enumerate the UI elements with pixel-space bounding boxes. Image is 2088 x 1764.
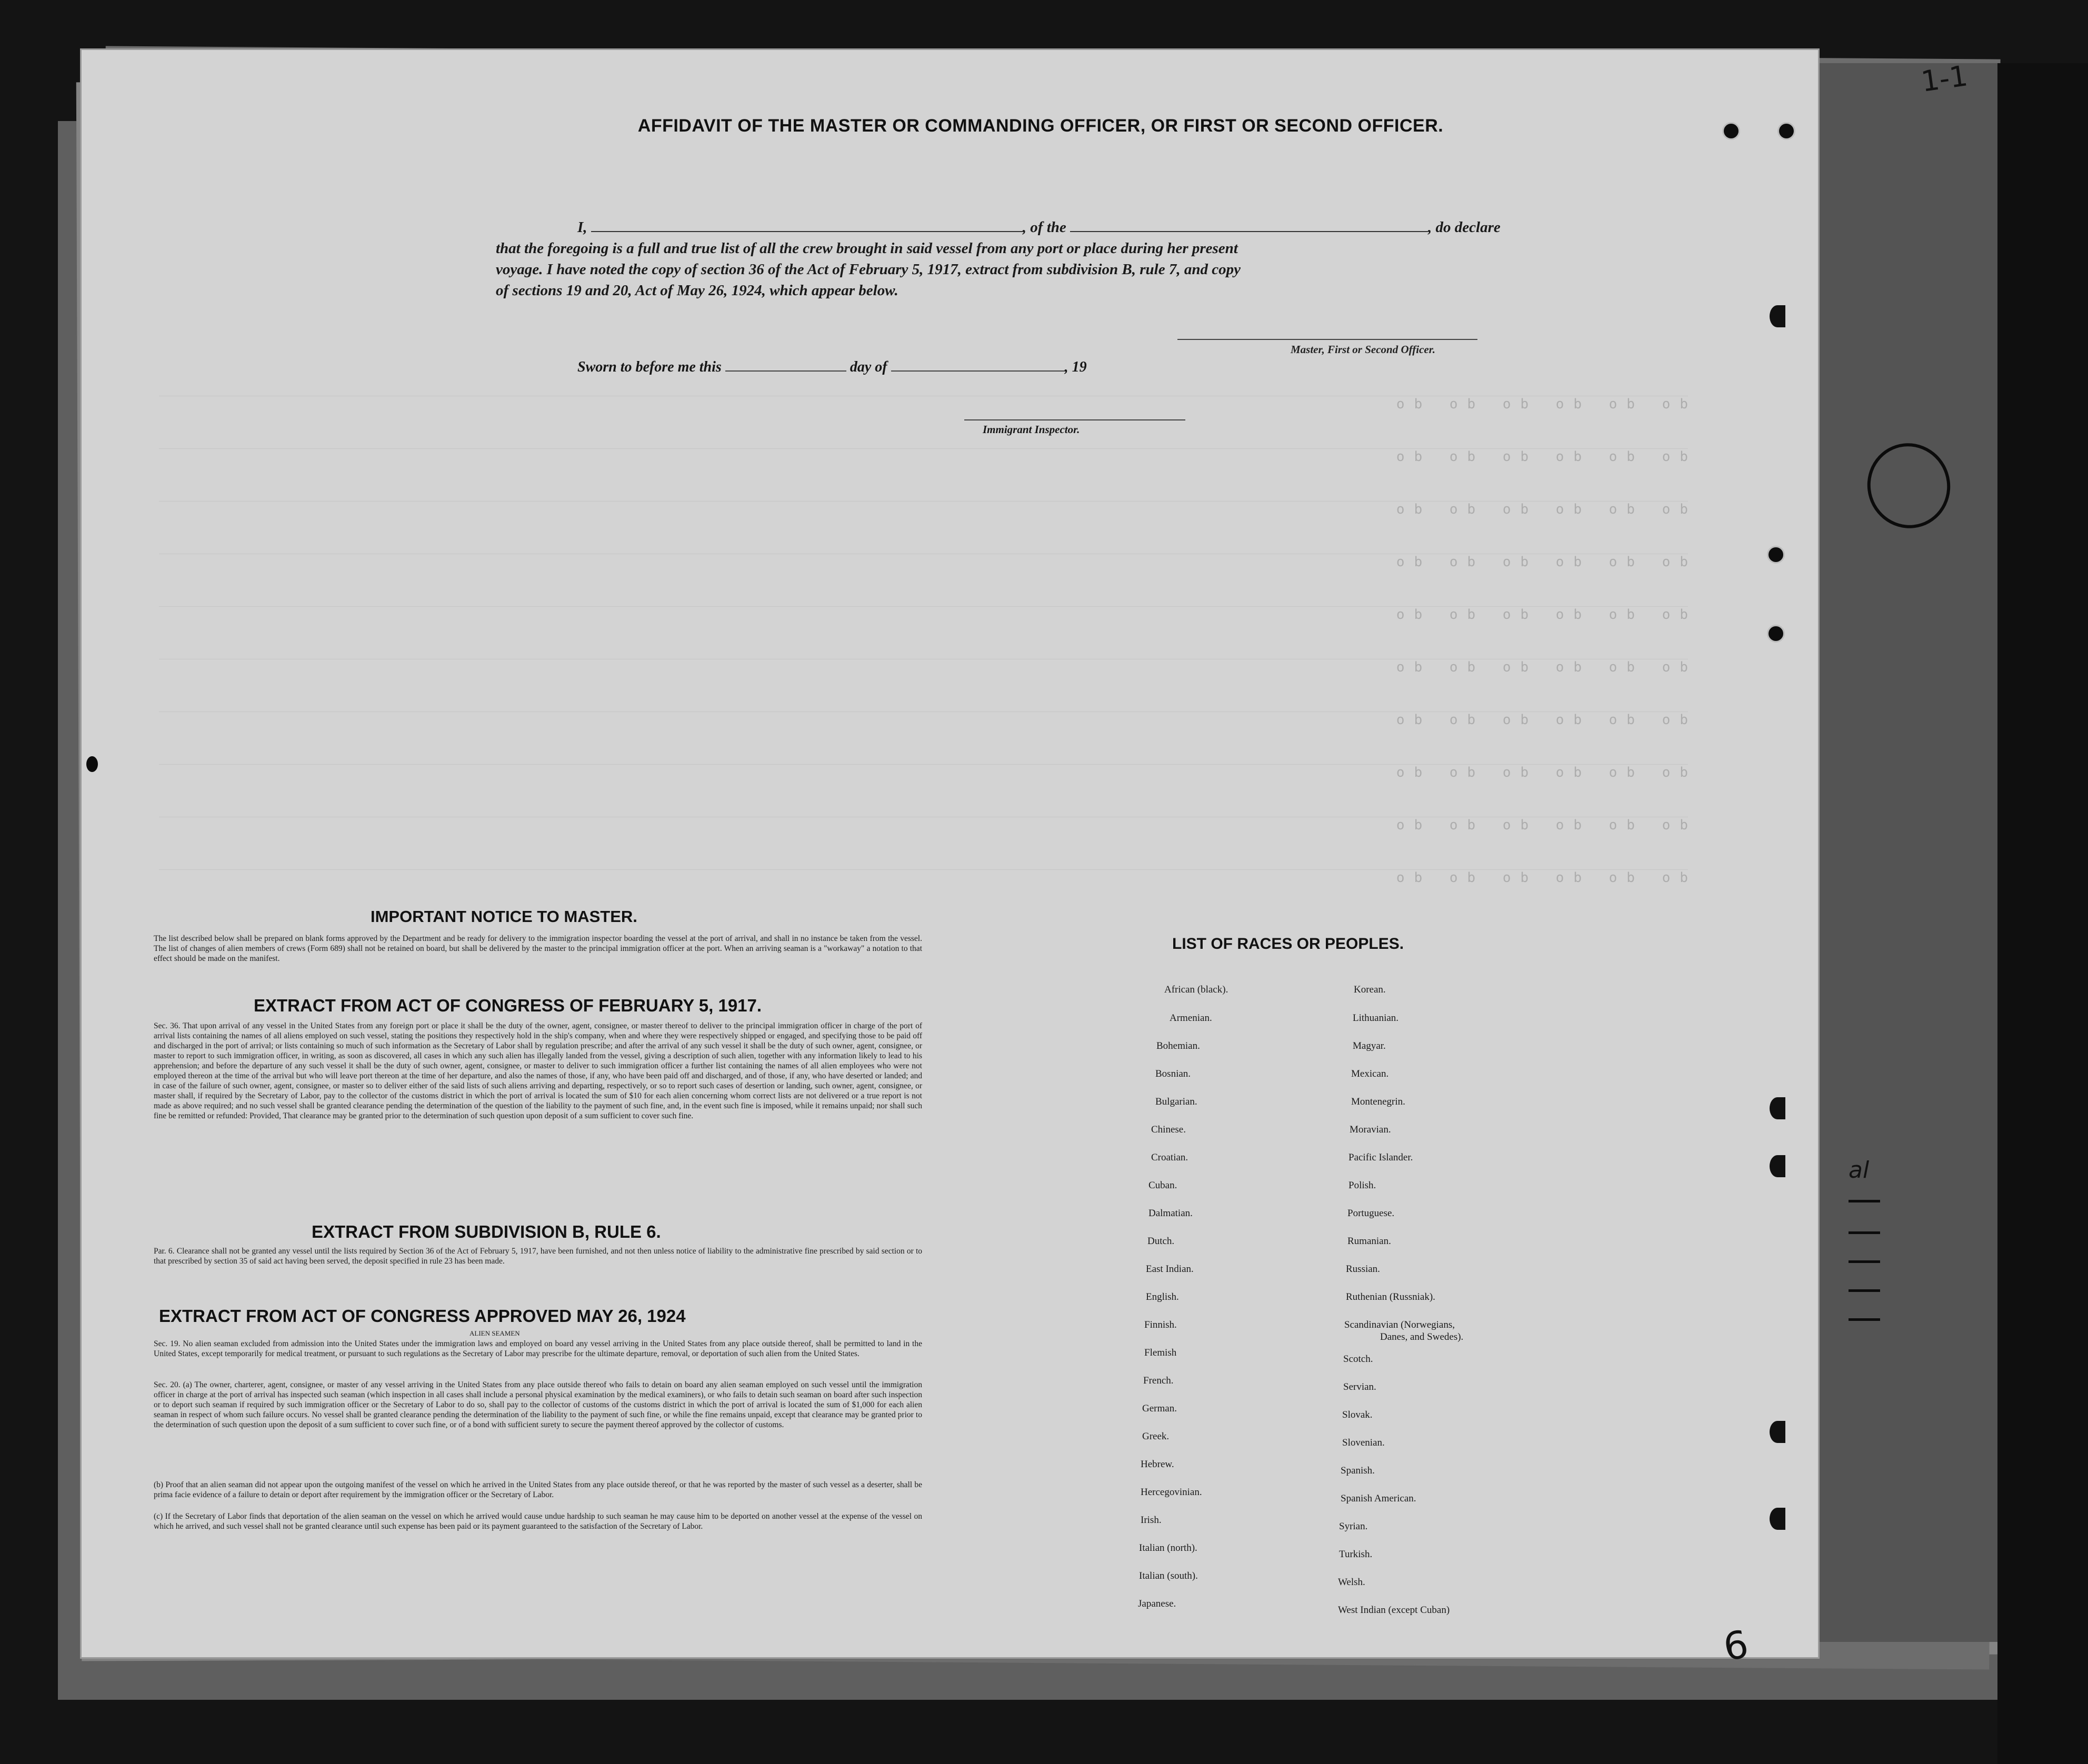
bleed-through-row: do do do do do do <box>159 448 1688 463</box>
race-item: Welsh. <box>1338 1577 1365 1588</box>
race-item: Rumanian. <box>1347 1236 1391 1247</box>
race-item: Turkish. <box>1339 1549 1373 1560</box>
adjacent-manifest-page <box>1820 63 1999 1642</box>
affidavit-body-line: of sections 19 and 20, Act of May 26, 1924, which appear below. <box>496 282 898 299</box>
day-of-label: day of <box>850 359 887 375</box>
sworn-statement <box>577 359 1209 376</box>
notice-title: IMPORTANT NOTICE TO MASTER. <box>371 907 637 926</box>
race-item: Cuban. <box>1148 1180 1177 1191</box>
handwritten-tick <box>1849 1289 1880 1292</box>
race-item: Spanish American. <box>1341 1493 1416 1504</box>
inspector-label: Immigrant Inspector. <box>983 423 1080 436</box>
bleed-through-row: do do do do do do <box>159 869 1688 884</box>
race-item: Moravian. <box>1350 1124 1391 1135</box>
race-item: East Indian. <box>1146 1264 1194 1275</box>
race-item: Slovak. <box>1342 1409 1373 1420</box>
race-item: Pacific Islander. <box>1348 1152 1413 1163</box>
binding-hole <box>1770 305 1785 327</box>
bleed-through-row: do do do do do do <box>159 817 1688 831</box>
bleed-through-row: do do do do do do <box>159 606 1688 620</box>
affidavit-page <box>80 48 1820 1659</box>
race-item: Ruthenian (Russniak). <box>1346 1291 1435 1302</box>
races-title: LIST OF RACES OR PEOPLES. <box>1172 935 1404 953</box>
race-item: Hebrew. <box>1141 1459 1174 1470</box>
vessel-name-blank <box>1070 218 1428 232</box>
race-item: Bohemian. <box>1156 1040 1200 1051</box>
sworn-month-blank <box>891 359 1065 372</box>
race-item: Italian (south). <box>1139 1570 1198 1581</box>
extract-1924-title: EXTRACT FROM ACT OF CONGRESS APPROVED MAY 26, 1924 <box>159 1306 686 1326</box>
race-item: Montenegrin. <box>1351 1096 1405 1107</box>
race-item: Scotch. <box>1343 1354 1373 1365</box>
year-label: , 19 <box>1064 359 1087 375</box>
affidavit-body <box>496 217 1522 301</box>
affidavit-body-line: voyage. I have noted the copy of section 36 of the Act of February 5, 1917, extract from subdivision B, rule 7, and copy <box>496 261 1241 278</box>
bleed-through-row: do do do do do do <box>159 501 1688 515</box>
binding-hole <box>1770 1508 1785 1530</box>
master-name-blank <box>591 218 1023 232</box>
binding-hole <box>1770 1421 1785 1443</box>
punch-hole <box>1722 122 1740 140</box>
race-item: Mexican. <box>1351 1068 1389 1079</box>
punch-hole <box>1777 122 1795 140</box>
race-item: Irish. <box>1141 1515 1162 1526</box>
race-item: Bosnian. <box>1155 1068 1191 1079</box>
race-item: Chinese. <box>1151 1124 1186 1135</box>
race-item: Spanish. <box>1341 1465 1375 1476</box>
handwritten-corner-mark: 1-1 <box>1919 59 1970 98</box>
ink-blot <box>86 756 98 772</box>
binding-hole <box>1770 1155 1785 1177</box>
affidavit-title: AFFIDAVIT OF THE MASTER OR COMMANDING OFFICER, OR FIRST OR SECOND OFFICER. <box>637 116 1444 136</box>
race-item: Russian. <box>1346 1264 1380 1275</box>
race-item: Dutch. <box>1147 1236 1175 1247</box>
sworn-day-blank <box>725 359 846 372</box>
race-item: English. <box>1146 1291 1179 1302</box>
race-item: Finnish. <box>1144 1319 1177 1330</box>
extract-1917-text: Sec. 36. That upon arrival of any vessel in the United States from any foreign port or place it shall be the duty of the owner, agent, consignee, or master thereof to deliver to the principal immigration officer in charge of the port of arrival lists containing the names of all aliens employed on such vessel, stating the positions they respectively hold in the ship's company, when and where they were respectively shipped or engaged, and specifying those to be paid off and discharged in the port of arrival; or lists containing so much of such information as the Secretary of Labor shall by regulation prescribe; and after the arrival of any such vessel it shall be the duty of such owner, agent, consignee, or master to report to such immigration officer, in writing, as soon as discovered, all cases in which any such alien has illegally landed from the vessel, giving a description of such alien, together with any information likely to lead to his apprehension; and before the departure of any such vessel it shall be the duty of such owner, agent, consignee, or master to deliver to such immigration officer a further list containing the names of all alien employees who were not employed thereon at the time of the arrival but who will leave port thereon at the time of her departure, and also the names of those, if any, who have been paid off and discharged, and of those, if any, who have deserted or landed; and in case of the failure of such owner, agent, consignee, or master so to deliver either of the said lists of such aliens arriving and departing, respectively, or so to report such cases of desertion or landing, such owner, agent, consignee, or master shall, if required by the Secretary of Labor, pay to the collector of the customs district in which the port of arrival is located the sum of $10 for each alien concerning whom correct lists are not delivered or a true report is not made as above required; and no such vessel shall be granted clearance pending the determination of the question of the liability to the payment of such fine, and, in the event such fine is imposed, while it remains unpaid; nor shall such fine be remitted or refunded: Provided, That clearance may be granted prior to the determination of such question upon deposit of a sum sufficient to cover such fine. <box>154 1021 922 1120</box>
bleed-through-row: do do do do do do <box>159 396 1688 410</box>
extract-rule6-text: Par. 6. Clearance shall not be granted any vessel until the lists required by Section 36 of the Act of February 5, 1917, have been furnished, and not then unless notice of liability to the administrative fine prescribed by said section or to that prescribed by section 35 of said act having been served, the deposit specified in rule 23 has been made. <box>154 1247 922 1266</box>
bleed-through-row: do do do do do do <box>159 554 1688 568</box>
i-label: I, <box>577 219 587 236</box>
sec20b-text: (b) Proof that an alien seaman did not appear upon the outgoing manifest of the vessel on which he arrived in the United States from any place outside thereof, or that he was reported by the master of such vessel as a deserter, shall be prima facie evidence of a failure to detain or deport after requirement by the immigration officer or the Secretary of Labor. <box>154 1480 922 1499</box>
affidavit-body-line: that the foregoing is a full and true list of all the crew brought in said vessel from any port or place during her present <box>496 240 1238 257</box>
extract-rule6-title: EXTRACT FROM SUBDIVISION B, RULE 6. <box>312 1222 661 1241</box>
master-signature-line <box>1177 339 1477 340</box>
handwritten-tick <box>1849 1318 1880 1321</box>
race-item: German. <box>1142 1403 1177 1414</box>
race-item: French. <box>1143 1375 1174 1386</box>
race-item: Servian. <box>1343 1381 1376 1392</box>
race-item-continuation: Danes, and Swedes). <box>1380 1331 1464 1342</box>
extract-1917-title: EXTRACT FROM ACT OF CONGRESS OF FEBRUARY 5, 1917. <box>254 996 762 1015</box>
race-item: Scandinavian (Norwegians, <box>1344 1319 1455 1330</box>
race-item: Bulgarian. <box>1155 1096 1197 1107</box>
handwritten-bottom-mark: 6 <box>1720 1621 1752 1670</box>
race-item: Japanese. <box>1138 1598 1176 1609</box>
race-item: Lithuanian. <box>1353 1013 1399 1024</box>
sworn-label: Sworn to before me this <box>577 359 722 375</box>
race-item: Magyar. <box>1353 1040 1386 1051</box>
punch-hole <box>1767 546 1785 564</box>
handwritten-tick <box>1849 1200 1880 1202</box>
inspector-signature-line <box>964 419 1185 420</box>
race-item: Flemish <box>1144 1347 1177 1358</box>
race-item: Polish. <box>1348 1180 1376 1191</box>
race-item: Italian (north). <box>1139 1542 1197 1553</box>
race-item: Dalmatian. <box>1148 1208 1193 1219</box>
handwritten-tick <box>1849 1260 1880 1263</box>
declaration-line <box>496 217 1522 238</box>
race-item: Greek. <box>1142 1431 1170 1442</box>
race-item: Hercegovinian. <box>1141 1487 1202 1498</box>
sec20c-text: (c) If the Secretary of Labor finds that deportation of the alien seaman on the vessel on which he arrived would cause undue hardship to such seaman he may cause him to be deported on another vessel at the expense of the vessel on which he arrived, and such vessel shall not be granted clearance until such expense has been paid or its payment guaranteed to the satisfaction of the Secretary of Labor. <box>154 1512 922 1531</box>
notice-text: The list described below shall be prepared on blank forms approved by the Department and be ready for delivery to the immigration inspector boarding the vessel at the port of arrival, and shall in no instance be taken from the vessel. The list of changes of alien members of crews (Form 689) shall not be retained on board, but shall be delivered by the master to the principal immigration officer at the port. When an arriving seaman is a "workaway" a notation to that effect should be made on the manifest. <box>154 934 922 963</box>
binding-edge <box>1997 63 2088 1764</box>
bleed-through-row: do do do do do do <box>159 764 1688 778</box>
master-signature-label: Master, First or Second Officer. <box>1291 343 1435 356</box>
sec19-text: Sec. 19. No alien seaman excluded from admission into the United States under the immigration laws and employed on board any vessel arriving in the United States from any place outside thereof, shall be permitted to land in the United States, except temporarily for medical treatment, or pursuant to such regulations as the Secretary of Labor may prescribe for the ultimate departure, removal, or deportation of such alien from the United States. <box>154 1339 922 1358</box>
race-item: African (black). <box>1164 984 1228 995</box>
punch-hole <box>1767 625 1785 643</box>
of-the-label: , of the <box>1022 219 1066 236</box>
race-item: West Indian (except Cuban) <box>1338 1605 1450 1616</box>
race-item: Portuguese. <box>1347 1208 1395 1219</box>
sec20-text: Sec. 20. (a) The owner, charterer, agent, consignee, or master of any vessel arriving in the United States from any place outside thereof who fails to detain on board any alien seaman employed on such vessel until the immigration officer in charge at the port of arrival has inspected such seaman (which inspection in all cases shall include a personal physical examination by the medical examiners), or who fails to detain such seaman on board after such inspection or to deport such seaman if required by such immigration officer or the Secretary of Labor to do so, shall pay to the collector of customs of the customs district in which the port of arrival is located the sum of $1,000 for each alien seaman in respect of whom such failure occurs. No vessel shall be granted clearance pending the determination of the liability to the payment of such fine, or while the fine remains unpaid, except that clearance may be granted prior to the determination of such question upon the deposit of a sum sufficient to cover such fine, or of a bond with sufficient surety to secure the payment thereof approved by the collector of customs. <box>154 1380 922 1429</box>
race-item: Armenian. <box>1170 1013 1212 1024</box>
race-item: Korean. <box>1354 984 1386 995</box>
bleed-through-row: do do do do do do <box>159 659 1688 673</box>
handwritten-side-mark: al <box>1849 1157 1870 1184</box>
race-item: Syrian. <box>1339 1521 1368 1532</box>
handwritten-tick <box>1849 1231 1880 1234</box>
race-item: Croatian. <box>1151 1152 1188 1163</box>
race-item: Slovenian. <box>1342 1437 1385 1448</box>
do-declare-label: , do declare <box>1428 219 1501 236</box>
bleed-through-row: do do do do do do <box>159 711 1688 726</box>
alien-seamen-subtitle: ALIEN SEAMEN <box>469 1329 520 1337</box>
binding-hole <box>1770 1097 1785 1119</box>
